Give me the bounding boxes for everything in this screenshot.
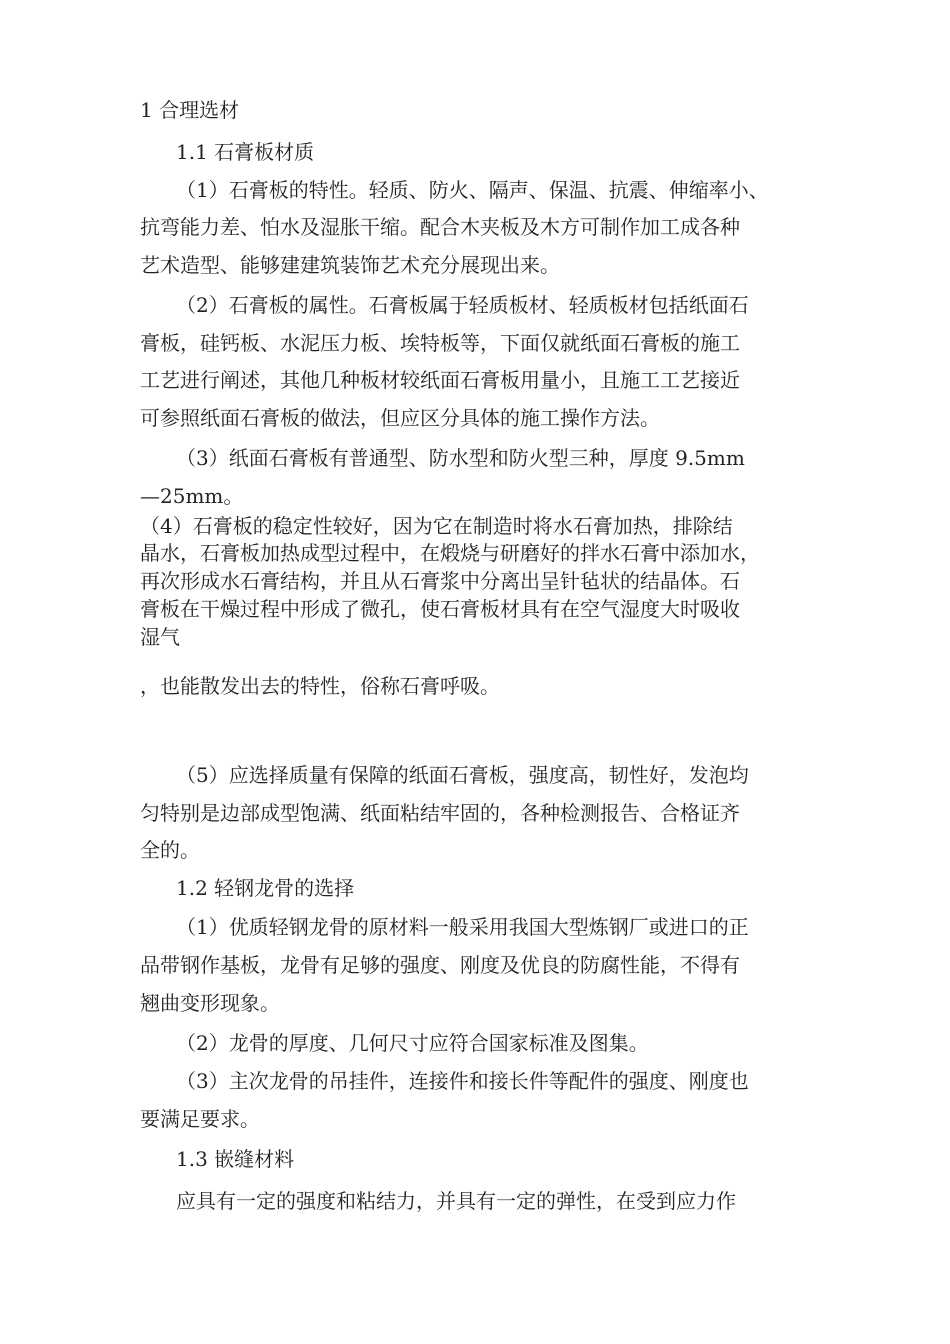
paragraph-line: （3）主次龙骨的吊挂件，连接件和接长件等配件的强度、刚度也 — [176, 1069, 749, 1093]
paragraph-line: （2）龙骨的厚度、几何尺寸应符合国家标准及图集。 — [176, 1031, 649, 1055]
paragraph-line: 工艺进行阐述，其他几种板材较纸面石膏板用量小，且施工工艺接近 — [140, 368, 740, 392]
paragraph-line: 再次形成水石膏结构，并且从石膏浆中分离出呈针毡状的结晶体。石 — [140, 569, 740, 593]
paragraph-line: ，也能散发出去的特性，俗称石膏呼吸。 — [140, 674, 500, 698]
paragraph-line: 晶水，石膏板加热成型过程中，在煅烧与研磨好的拌水石膏中添加水， — [140, 541, 760, 565]
section-title-1-2: 1.2 轻钢龙骨的选择 — [176, 876, 355, 900]
paragraph-line: 要满足要求。 — [140, 1107, 260, 1131]
section-title-1-3: 1.3 嵌缝材料 — [176, 1147, 295, 1171]
paragraph-line: 品带钢作基板，龙骨有足够的强度、刚度及优良的防腐性能，不得有 — [140, 953, 740, 977]
heading-1: 1 合理选材 — [140, 98, 240, 122]
paragraph-line: 艺术造型、能够建建筑装饰艺术充分展现出来。 — [140, 253, 560, 277]
paragraph-line: 翘曲变形现象。 — [140, 991, 280, 1015]
paragraph-line: 全的。 — [140, 838, 200, 862]
paragraph-line: 应具有一定的强度和粘结力，并具有一定的弹性，在受到应力作 — [176, 1189, 736, 1213]
paragraph-line: （3）纸面石膏板有普通型、防水型和防火型三种，厚度 9.5mm — [176, 446, 745, 470]
paragraph-line: —25mm。 — [140, 484, 244, 508]
section-title-1-1: 1.1 石膏板材质 — [176, 140, 315, 164]
paragraph-line: （1）优质轻钢龙骨的原材料一般采用我国大型炼钢厂或进口的正 — [176, 915, 749, 939]
paragraph-line: （1）石膏板的特性。轻质、防火、隔声、保温、抗震、伸缩率小、 — [176, 178, 769, 202]
paragraph-line: （4）石膏板的稳定性较好，因为它在制造时将水石膏加热，排除结 — [140, 514, 733, 538]
paragraph-line: 匀特别是边部成型饱满、纸面粘结牢固的，各种检测报告、合格证齐 — [140, 801, 740, 825]
paragraph-line: 湿气 — [140, 625, 180, 649]
paragraph-line: 膏板，硅钙板、水泥压力板、埃特板等，下面仅就纸面石膏板的施工 — [140, 331, 740, 355]
paragraph-line: 可参照纸面石膏板的做法，但应区分具体的施工操作方法。 — [140, 406, 660, 430]
paragraph-line: 膏板在干燥过程中形成了微孔，使石膏板材具有在空气湿度大时吸收 — [140, 597, 740, 621]
paragraph-line: （2）石膏板的属性。石膏板属于轻质板材、轻质板材包括纸面石 — [176, 293, 749, 317]
paragraph-line: 抗弯能力差、怕水及湿胀干缩。配合木夹板及木方可制作加工成各种 — [140, 215, 740, 239]
paragraph-line: （5）应选择质量有保障的纸面石膏板，强度高，韧性好，发泡均 — [176, 763, 749, 787]
